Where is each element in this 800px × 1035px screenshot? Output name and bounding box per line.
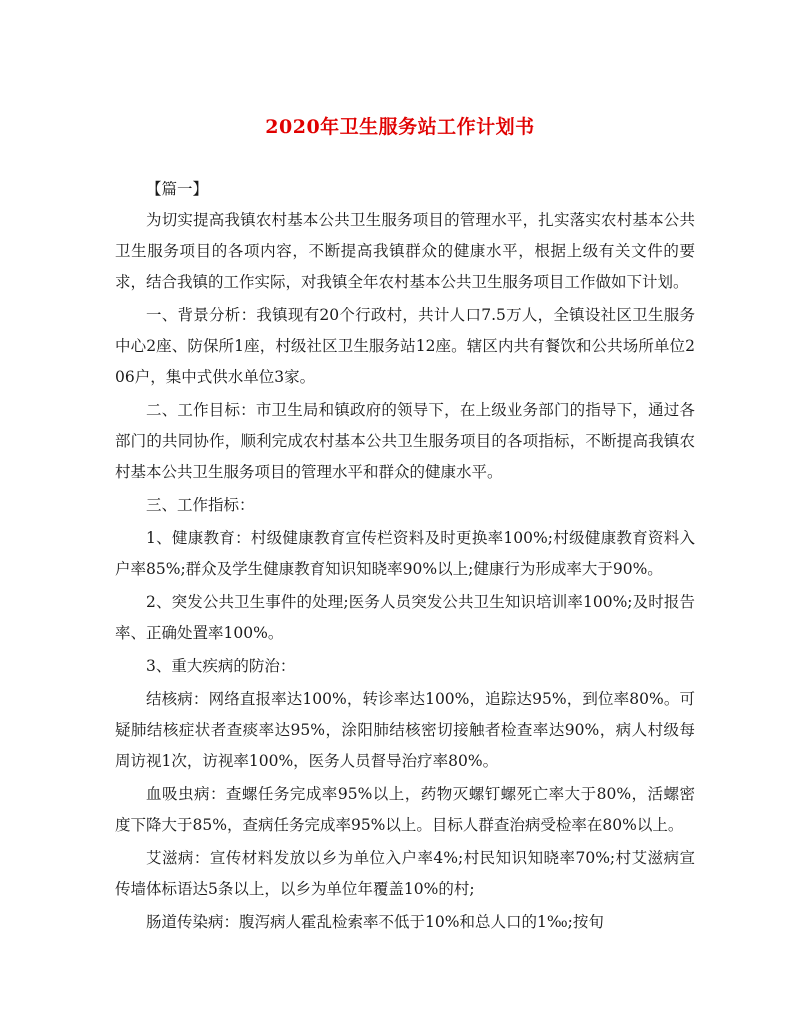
paragraph-goals: 二、工作目标：市卫生局和镇政府的领导下，在上级业务部门的指导下，通过各部门的共同协作，顺利完成农村基本公共卫生服务项目的各项指标，不断提高我镇农村基本公共卫生服务项目的管理水平和群众的健康水平。: [115, 401, 695, 481]
paragraph-emergency: 2、突发公共卫生事件的处理;医务人员突发公共卫生知识培训率100%;及时报告率、正确处置率100%。: [115, 593, 695, 642]
paragraph-aids: 艾滋病：宣传材料发放以乡为单位入户率4%;村民知识知晓率70%;村艾滋病宣传墙体标语达5条以上，以乡为单位年覆盖10%的村;: [115, 849, 695, 898]
paragraph-intro: 为切实提高我镇农村基本公共卫生服务项目的管理水平，扎实落实农村基本公共卫生服务项目的各项内容，不断提高我镇群众的健康水平，根据上级有关文件的要求，结合我镇的工作实际，对我镇全年农村基本公共卫生服务项目工作做如下计划。: [115, 211, 695, 291]
paragraph-tuberculosis: 结核病：网络直报率达100%，转诊率达100%，追踪达95%，到位率80%。可疑肺结核症状者查痰率达95%，涂阳肺结核密切接触者检查率达90%，病人村级每周访视1次，访视率100%，医务人员督导治疗率80%。: [115, 690, 695, 770]
paragraph-intestinal: 肠道传染病：腹泻病人霍乱检索率不低于10%和总人口的1‰;按旬: [146, 913, 604, 931]
section-label: 【篇一】: [146, 180, 209, 198]
paragraph-disease-heading: 3、重大疾病的防治：: [146, 657, 296, 675]
paragraph-schistosomiasis: 血吸虫病：查螺任务完成率95%以上，药物灭螺钉螺死亡率大于80%，活螺密度下降大于85%，查病任务完成率95%以上。目标人群查治病受检率在80%以上。: [115, 785, 695, 834]
document-title: 2020年卫生服务站工作计划书: [265, 116, 535, 138]
document-body: [115, 174, 695, 940]
paragraph-indicators-heading: 三、工作指标：: [146, 496, 255, 514]
paragraph-health-education: 1、健康教育：村级健康教育宣传栏资料及时更换率100%;村级健康教育资料入户率85%;群众及学生健康教育知识知晓率90%以上;健康行为形成率大于90%。: [115, 529, 695, 578]
paragraph-background: 一、背景分析：我镇现有20个行政村，共计人口7.5万人，全镇设社区卫生服务中心2座、防保所1座，村级社区卫生服务站12座。辖区内共有餐饮和公共场所单位206户，集中式供水单位3家。: [115, 306, 695, 386]
